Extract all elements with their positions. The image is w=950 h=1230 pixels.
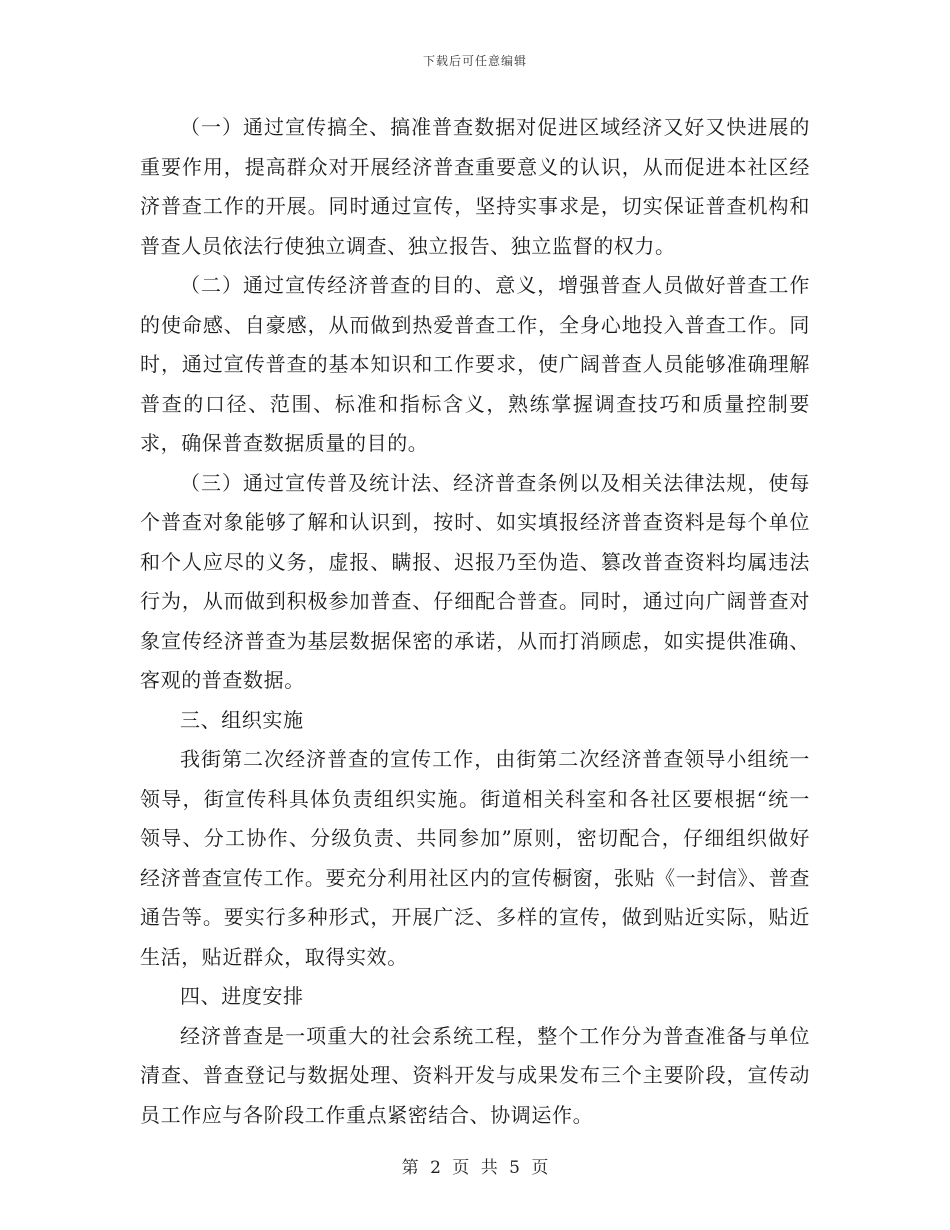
paragraph-1: （一）通过宣传搞全、搞准普查数据对促进区域经济又好又快进展的重要作用，提高群众对开展经济普查重要意义的认识，从而促进本社区经济普查工作的开展。同时通过宣传，坚持实事求是，切实保证普查机构和普查人员依法行使独立调查、独立报告、独立监督的权力。 bbox=[140, 115, 810, 258]
section-heading-schedule: 四、进度安排 bbox=[180, 984, 304, 1008]
paragraph-3: （三）通过宣传普及统计法、经济普查条例以及相关法律法规，使每个普查对象能够了解和认识到，按时、如实填报经济普查资料是每个单位和个人应尽的义务，虚报、瞒报、迟报乃至伪造、篡改普查资料均属违法行为，从而做到积极参加普查、仔细配合普查。同时，通过向广阔普查对象宣传经济普查为基层数据保密的承诺，从而打消顾虑，如实提供准确、客观的普查数据。 bbox=[140, 470, 810, 692]
section-heading-organization: 三、组织实施 bbox=[180, 707, 304, 732]
page-header: 下载后可任意编辑 bbox=[422, 54, 527, 68]
paragraph-5: 经济普查是一项重大的社会系统工程，整个工作分为普查准备与单位清查、普查登记与数据处理、资料开发与成果发布三个主要阶段，宣传动员工作应与各阶段工作重点紧密结合、协调运作。 bbox=[140, 1023, 810, 1127]
paragraph-4: 我街第二次经济普查的宣传工作，由街第二次经济普查领导小组统一领导，街宣传科具体负责组织实施。街道相关科室和各社区要根据“统一领导、分工协作、分级负责、共同参加”原则，密切配合，仔细组织做好经济普查宣传工作。要充分利用社区内的宣传橱窗，张贴《一封信》、普查通告等。要实行多种形式，开展广泛、多样的宣传，做到贴近实际，贴近生活，贴近群众，取得实效。 bbox=[140, 747, 810, 969]
page-number: 第 2 页 共 5 页 bbox=[401, 1158, 549, 1178]
document-body bbox=[140, 108, 810, 1135]
paragraph-2: （二）通过宣传经济普查的目的、意义，增强普查人员做好普查工作的使命感、自豪感，从而做到热爱普查工作，全身心地投入普查工作。同时，通过宣传普查的基本知识和工作要求，使广阔普查人员能够准确理解普查的口径、范围、标准和指标含义，熟练掌握调查技巧和质量控制要求，确保普查数据质量的目的。 bbox=[140, 273, 810, 455]
